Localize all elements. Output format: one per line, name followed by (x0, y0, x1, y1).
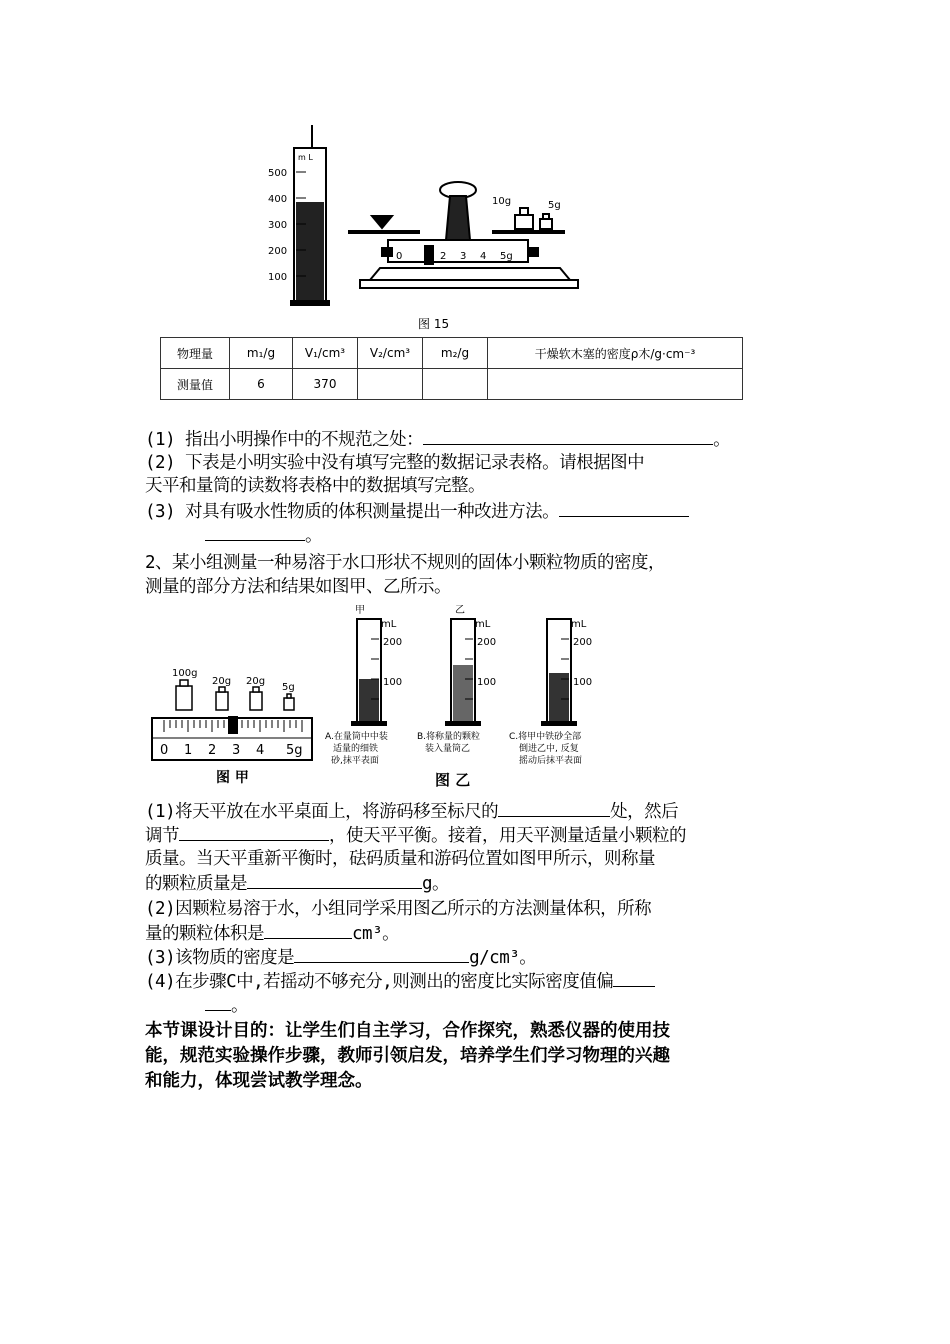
q2-text: 量的颗粒体积是 (145, 924, 264, 944)
q2-text: 的颗粒质量是 (145, 874, 247, 894)
data-table (160, 337, 743, 400)
figure-jia (150, 660, 320, 795)
table-header: 干燥软木塞的密度ρ木/g·cm⁻³ (488, 338, 743, 369)
q1-text: (3) 对具有吸水性物质的体积测量提出一种改进方法。 (145, 502, 560, 522)
q2-text: g。 (422, 874, 450, 894)
q2-text: (3)该物质的密度是 (145, 948, 295, 968)
weight-label: 5g (282, 682, 295, 693)
scale-label: 2 (208, 743, 217, 758)
q2-part-line: 质量。当天平重新平衡时，砝码质量和游码位置如图甲所示，则称量 (145, 849, 655, 869)
scale-label: 4 (256, 743, 265, 758)
cylinder-tick: 500 (268, 168, 288, 179)
cylinder-unit: mL (475, 619, 491, 630)
design-line-3: 和能力，体现尝试教学理念。 (145, 1071, 373, 1091)
answer-blank[interactable] (247, 872, 422, 889)
table-header: V₁/cm³ (293, 338, 358, 369)
answer-blank[interactable] (205, 994, 231, 1011)
table-row-label: 测量值 (161, 369, 230, 400)
cylinder-c (541, 619, 592, 726)
scale-label: 0 (160, 743, 169, 758)
q2-text: 调节 (145, 826, 179, 846)
q2-part-line (145, 800, 678, 823)
rider-scale-label: 5g (500, 251, 513, 262)
figure-caption: 图 15 (418, 317, 450, 331)
q1-line-4 (145, 500, 689, 523)
answer-blank[interactable] (205, 524, 305, 541)
q2-part-line (145, 922, 399, 945)
label-yi: 乙 (455, 605, 465, 616)
cylinder-tick: 100 (268, 272, 288, 283)
measuring-cylinder (268, 125, 330, 306)
table-row (161, 369, 743, 400)
table-header-row (161, 338, 743, 369)
rider-scale-label: 4 (480, 251, 487, 262)
rider-scale-label: 0 (396, 251, 403, 262)
cylinder-b (445, 605, 496, 726)
step-a-text: A.在量筒中中装 (325, 732, 388, 742)
step-c-text: C.将甲中铁砂全部 (509, 732, 582, 742)
scale-label: 5g (286, 743, 303, 758)
q2-line-2: 测量的部分方法和结果如图甲、乙所示。 (145, 577, 451, 597)
answer-blank[interactable] (559, 500, 689, 517)
answer-blank[interactable] (613, 970, 655, 987)
table-cell: 370 (293, 369, 358, 400)
weight-label: 5g (548, 200, 561, 211)
cylinder-tick: 200 (573, 637, 593, 648)
weight-label: 20g (212, 676, 232, 687)
table-header: m₂/g (423, 338, 488, 369)
cylinder-tick: 300 (268, 220, 288, 231)
step-c-text: 倒进乙中, 反复 (519, 744, 579, 754)
table-cell[interactable] (358, 369, 423, 400)
q1-text: (1) 指出小明操作中的不规范之处： (145, 430, 424, 450)
design-line-1: 本节课设计目的：让学生们自主学习，合作探究，熟悉仪器的使用技 (145, 1021, 670, 1041)
q2-part-line (145, 946, 536, 969)
q2-part-line (145, 970, 655, 993)
design-line-2: 能，规范实验操作步骤，教师引领启发，培养学生们学习物理的兴趣 (145, 1046, 670, 1066)
q1-text: 。 (713, 430, 731, 450)
table-header: m₁/g (230, 338, 293, 369)
table-cell[interactable] (423, 369, 488, 400)
cylinder-tick: 200 (477, 637, 497, 648)
answer-blank[interactable] (179, 824, 329, 841)
cylinder-tick: 200 (268, 246, 288, 257)
weight-label: 100g (172, 668, 198, 679)
q2-part-line (205, 994, 248, 1017)
q1-line-1 (145, 428, 730, 451)
q2-part-line: (2)因颗粒易溶于水，小组同学采用图乙所示的方法测量体积，所称 (145, 899, 652, 919)
q2-text: g/cm³。 (469, 948, 537, 968)
answer-blank[interactable] (264, 922, 352, 939)
answer-blank[interactable] (294, 946, 469, 963)
scale-label: 3 (232, 743, 241, 758)
step-b-text: B.将称量的颗粒 (417, 732, 481, 742)
cylinder-tick: 100 (477, 677, 497, 688)
q2-text: 。 (231, 996, 248, 1016)
q2-line-1: 2、某小组测量一种易溶于水口形状不规则的固体小颗粒物质的密度， (145, 553, 666, 573)
step-c-text: 摇动后抹平表面 (519, 756, 583, 766)
cylinder-a (351, 605, 402, 726)
q2-text: 处，然后 (610, 802, 679, 822)
cylinder-unit: mL (571, 619, 587, 630)
table-cell: 6 (230, 369, 293, 400)
table-cell[interactable] (488, 369, 743, 400)
q2-part-line (145, 872, 449, 895)
figure-15 (260, 120, 600, 335)
cylinder-unit: mL (381, 619, 397, 630)
answer-blank[interactable] (423, 428, 713, 445)
cylinder-tick: 400 (268, 194, 288, 205)
figure-caption: 图 甲 (216, 770, 249, 786)
q2-text: (4)在步骤C中,若摇动不够充分,则测出的密度比实际密度值偏 (145, 972, 614, 992)
cylinder-tick: 100 (573, 677, 593, 688)
label-jia: 甲 (355, 605, 365, 616)
answer-blank[interactable] (498, 800, 610, 817)
cylinder-tick: 100 (383, 677, 403, 688)
q1-line-2: (2) 下表是小明实验中没有填写完整的数据记录表格。请根据图中 (145, 453, 645, 473)
q2-text: cm³。 (352, 924, 400, 944)
scale-label: 1 (184, 743, 193, 758)
table-header: 物理量 (161, 338, 230, 369)
weight-label: 20g (246, 676, 266, 687)
balance (348, 182, 578, 288)
step-a-text: 砂,抹平表面 (331, 756, 379, 766)
q2-text: (1)将天平放在水平桌面上，将游码移至标尺的 (145, 802, 499, 822)
step-b-text: 装入量筒乙 (425, 744, 471, 754)
cylinder-tick: 200 (383, 637, 403, 648)
q1-text: 。 (305, 526, 322, 546)
q2-text: ，使天平平衡。接着，用天平测量适量小颗粒的 (329, 826, 686, 846)
rider-scale-label: 2 (440, 251, 447, 262)
step-a-text: 适量的细铁 (333, 744, 379, 754)
figure-caption: 图 乙 (435, 771, 471, 789)
q2-part-line (145, 824, 686, 847)
weight-label: 10g (492, 196, 512, 207)
table-header: V₂/cm³ (358, 338, 423, 369)
rider-scale-label: 3 (460, 251, 467, 262)
weights (176, 680, 294, 710)
q1-line-5 (205, 524, 322, 547)
q1-line-3: 天平和量筒的读数将表格中的数据填写完整。 (145, 476, 485, 496)
figure-yi (325, 605, 625, 795)
cylinder-unit: m L (298, 153, 313, 162)
